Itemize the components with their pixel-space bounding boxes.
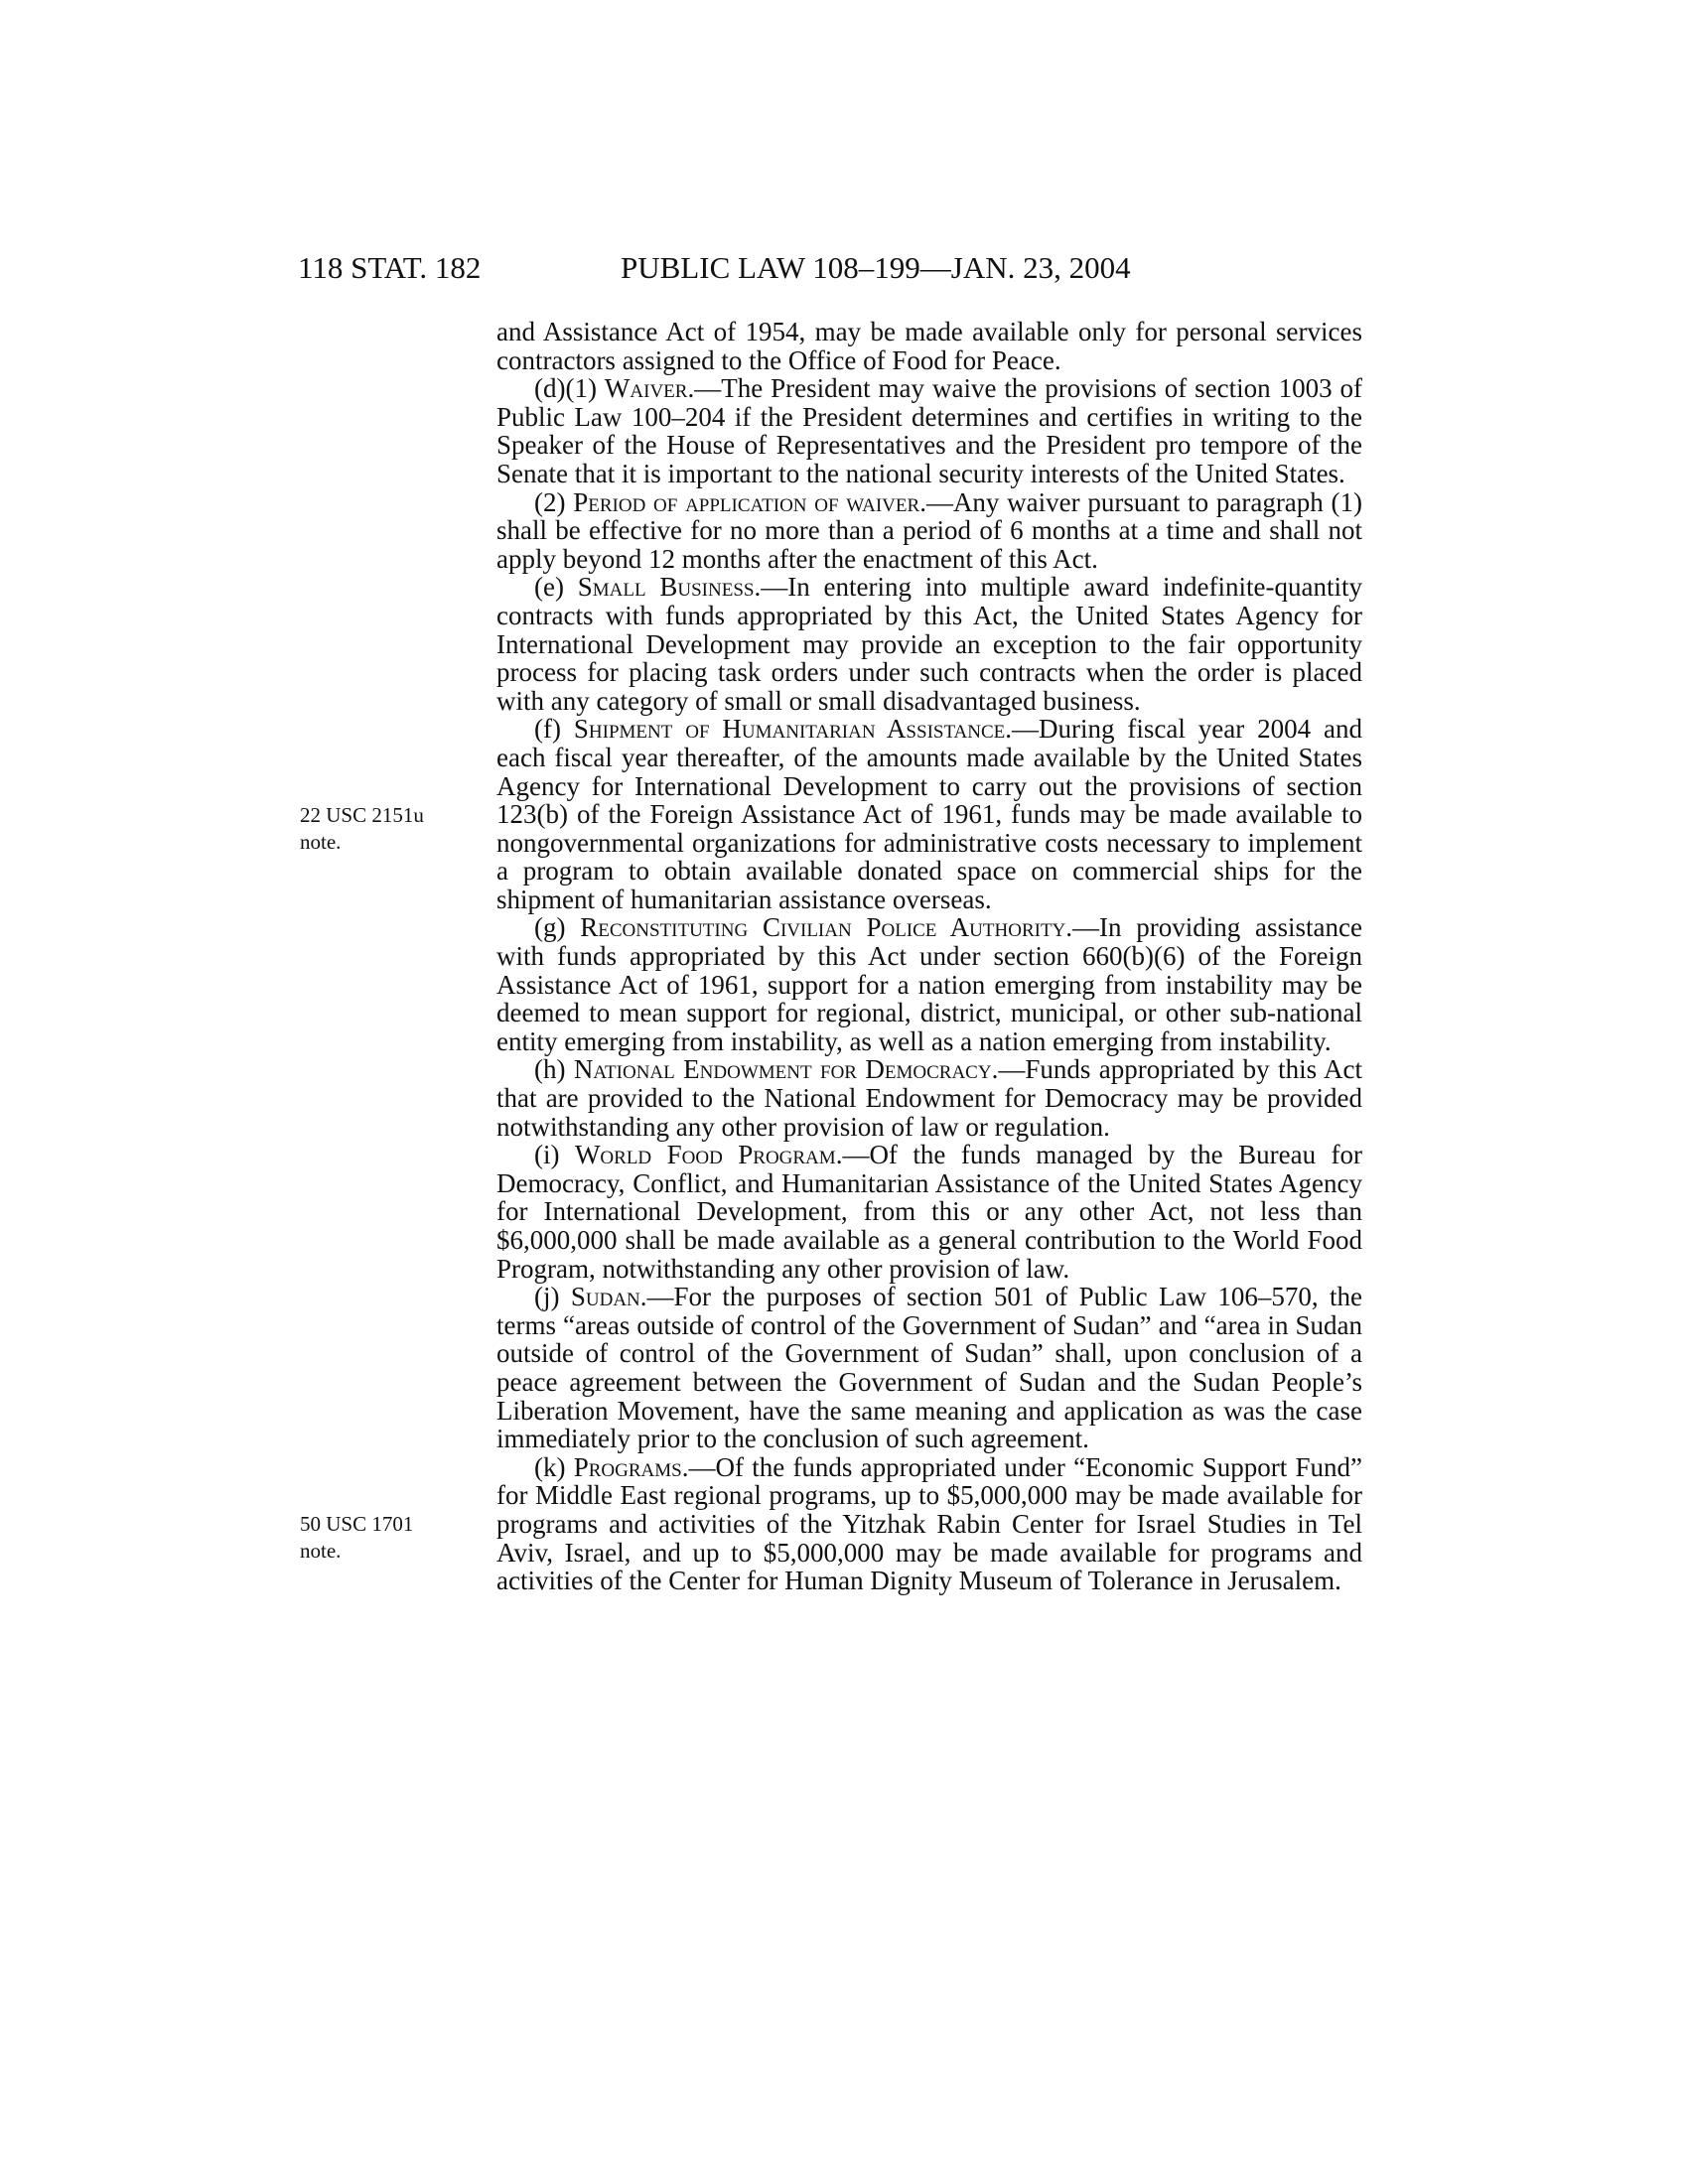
page-header bbox=[298, 248, 1362, 288]
margin-note-22-usc bbox=[300, 802, 469, 856]
margin-note-label: note. bbox=[300, 830, 342, 854]
paragraph-text: .—Of the funds managed by the Bureau for Democracy, Conflict, and Humanitarian Assistance of the United States Agency for International Development, from this or any other Act, not less than $6,000,000 shall be made available as a general contribution to the World Food Program, notwithstanding any other provision of law. bbox=[496, 1140, 1363, 1284]
paragraph-number: (e) bbox=[534, 572, 578, 603]
paragraph-heading: Period of application of waiver bbox=[573, 486, 920, 517]
paragraph-text: .—During fiscal year 2004 and each fiscal year thereafter, of the amounts made available by the United States Agency for International Development to carry out the provisions of section 123(b) of the Foreign Assistance Act of 1961, funds may be made available to nongovernmental organizations for administrative costs necessary to implement a program to obtain available donated space on commercial ships for the shipment of humanitarian assistance overseas. bbox=[496, 714, 1362, 914]
paragraph-heading: Programs bbox=[573, 1451, 682, 1482]
paragraph-heading: Small Business bbox=[577, 572, 755, 603]
paragraph-text: and Assistance Act of 1954, may be made available only for personal services contractors assigned to the Office of Food for Peace. bbox=[496, 317, 1362, 375]
paragraph-world-food-program bbox=[496, 1141, 1362, 1283]
paragraph-period-of-application bbox=[496, 488, 1362, 574]
paragraph-text: .—Funds appropriated by this Act that are provided to the National Endowment for Democracy may be provided notwithstanding any other provision of law or regulation. bbox=[496, 1054, 1363, 1142]
paragraph-heading: Waiver bbox=[604, 373, 688, 404]
paragraph-heading: National Endowment for Democracy bbox=[573, 1054, 992, 1085]
paragraph-endowment-democracy bbox=[496, 1055, 1362, 1141]
paragraph-text: .—For the purposes of section 501 of Public Law 106–570, the terms “areas outside of control of the Government of Sudan” and “area in Sudan outside of control of the Government of Sudan” shall, upon conclusion of a peace agreement between the Government of Sudan and the Sudan People’s Liberation Movement, have the same meaning and application as was the case immediately prior to the conclusion of such agreement. bbox=[496, 1282, 1363, 1454]
paragraph-small-business bbox=[496, 573, 1362, 715]
paragraph-number: (d)(1) bbox=[534, 373, 605, 404]
paragraph-text: .—The President may waive the provisions of section 1003 of Public Law 100–204 if the President determines and certifies in writing to the Speaker of the House of Representatives and the President pro tempore of the Senate that it is important to the national security interests of the United States. bbox=[496, 373, 1362, 488]
margin-note-50-usc bbox=[300, 1511, 469, 1565]
paragraph-number: (2) bbox=[534, 486, 574, 517]
paragraph-number: (k) bbox=[534, 1451, 574, 1482]
statute-page-reference: 118 STAT. 182 bbox=[298, 250, 482, 285]
paragraph-number: (h) bbox=[534, 1054, 574, 1085]
paragraph-number: (i) bbox=[534, 1140, 575, 1170]
paragraph-continuation bbox=[496, 318, 1362, 374]
paragraph-heading: World Food Program bbox=[574, 1140, 836, 1170]
running-head: PUBLIC LAW 108–199—JAN. 23, 2004 bbox=[621, 250, 1131, 285]
paragraph-number: (g) bbox=[534, 912, 581, 943]
paragraph-heading: Shipment of Humanitarian Assistance bbox=[573, 714, 1006, 745]
paragraph-text: .—Of the funds appropriated under “Economic Support Fund” for Middle East regional programs, up to $5,000,000 may be made available for programs and activities of the Yitzhak Rabin Center for Israel Studies in Tel Aviv, Israel, and up to $5,000,000 may be made available for programs and activities of the Center for Human Dignity Museum of Tolerance in Jerusalem. bbox=[496, 1451, 1363, 1596]
paragraph-programs bbox=[496, 1453, 1362, 1595]
margin-note-label: note. bbox=[300, 1539, 342, 1563]
statute-body bbox=[496, 318, 1362, 1595]
paragraph-text: .—In entering into multiple award indefinite-quantity contracts with funds appropriated by this Act, the United States Agency for International Development may provide an exception to the fair opportunity process for placing task orders under such contracts when the order is placed with any category of small or small disadvantaged business. bbox=[496, 572, 1362, 716]
paragraph-sudan bbox=[496, 1283, 1362, 1453]
paragraph-number: (j) bbox=[534, 1282, 571, 1312]
paragraph-heading: Reconstituting Civilian Police Authority bbox=[580, 912, 1066, 943]
paragraph-number: (f) bbox=[534, 714, 574, 745]
paragraph-heading: Sudan bbox=[570, 1282, 640, 1312]
paragraph-civilian-police bbox=[496, 913, 1362, 1055]
paragraph-waiver bbox=[496, 374, 1362, 487]
paragraph-shipment-humanitarian bbox=[496, 715, 1362, 913]
paragraph-text: .—Any waiver pursuant to paragraph (1) shall be effective for no more than a period of 6 months at a time and shall not apply beyond 12 months after the enactment of this Act. bbox=[496, 486, 1363, 574]
paragraph-text: .—In providing assistance with funds appropriated by this Act under section 660(b)(6) of the Foreign Assistance Act of 1961, support for a nation emerging from instability may be deemed to mean support for regional, district, municipal, or other sub-national entity emerging from instability, as well as a nation emerging from instability. bbox=[496, 912, 1362, 1056]
margin-note-citation: 22 USC 2151u bbox=[300, 803, 424, 827]
margin-note-citation: 50 USC 1701 bbox=[300, 1512, 414, 1536]
